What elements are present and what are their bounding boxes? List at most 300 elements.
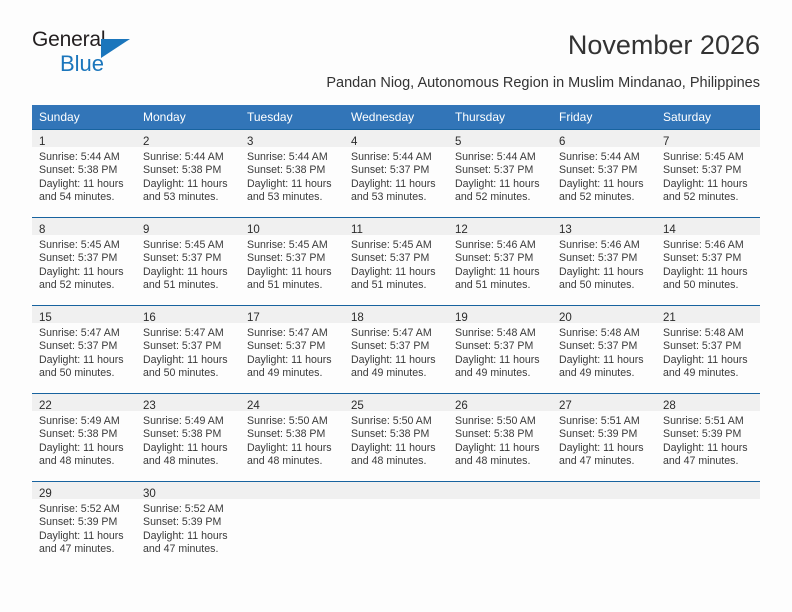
day-details	[552, 235, 656, 293]
day-number-band	[32, 306, 136, 323]
day-number: 26	[455, 400, 468, 412]
day-number: 27	[559, 400, 572, 412]
sunrise-text: Sunrise: 5:48 AM	[663, 327, 744, 339]
day-box	[344, 393, 448, 481]
day-details	[136, 235, 240, 293]
day-box	[552, 481, 656, 569]
day-details	[344, 235, 448, 293]
calendar-day-cell[interactable]	[136, 217, 240, 305]
sunset-text: Sunset: 5:37 PM	[663, 340, 742, 353]
day-number: 3	[247, 136, 254, 148]
weekday-header-monday: Monday	[136, 105, 240, 129]
day-number-band	[448, 130, 552, 147]
daylight-text-line2: and 48 minutes.	[247, 455, 323, 468]
day-number: 16	[143, 312, 156, 324]
day-details	[136, 411, 240, 469]
daylight-text-line2: and 51 minutes.	[351, 279, 427, 292]
daylight-text-line1: Daylight: 11 hours	[455, 353, 540, 366]
sunset-text: Sunset: 5:38 PM	[143, 428, 222, 441]
weekday-header-wednesday: Wednesday	[344, 105, 448, 129]
daylight-text-line1: Daylight: 11 hours	[247, 353, 332, 366]
day-number-band	[240, 306, 344, 323]
masthead	[32, 28, 760, 98]
sunset-text: Sunset: 5:38 PM	[39, 428, 118, 441]
weekday-header-thursday: Thursday	[448, 105, 552, 129]
daylight-text-line2: and 52 minutes.	[455, 191, 531, 204]
day-number-band	[136, 130, 240, 147]
day-details	[240, 411, 344, 469]
day-number: 2	[143, 136, 150, 148]
sunset-text: Sunset: 5:37 PM	[143, 340, 222, 353]
day-box	[656, 129, 760, 217]
calendar-day-cell[interactable]	[136, 129, 240, 217]
day-details	[344, 323, 448, 381]
page-title: November 2026	[567, 30, 760, 60]
day-box	[344, 129, 448, 217]
day-box	[32, 393, 136, 481]
day-number-band	[656, 218, 760, 235]
daylight-text-line1: Daylight: 11 hours	[663, 353, 748, 366]
day-number-band	[32, 218, 136, 235]
daylight-text-line2: and 49 minutes.	[455, 367, 531, 380]
sunrise-text: Sunrise: 5:48 AM	[455, 327, 536, 339]
day-number: 13	[559, 224, 572, 236]
day-number: 29	[39, 488, 52, 500]
daylight-text-line2: and 47 minutes.	[39, 543, 115, 556]
calendar-day-cell[interactable]	[32, 129, 136, 217]
daylight-text-line1: Daylight: 11 hours	[351, 353, 436, 366]
sunset-text: Sunset: 5:37 PM	[351, 340, 430, 353]
day-number: 18	[351, 312, 364, 324]
calendar-week-row	[32, 305, 760, 393]
day-number: 5	[455, 136, 462, 148]
sunrise-text: Sunrise: 5:46 AM	[559, 239, 640, 251]
day-box	[448, 393, 552, 481]
day-number: 28	[663, 400, 676, 412]
sunrise-text: Sunrise: 5:44 AM	[455, 151, 536, 163]
calendar-day-cell[interactable]	[136, 305, 240, 393]
day-number: 8	[39, 224, 46, 236]
daylight-text-line2: and 50 minutes.	[39, 367, 115, 380]
weekday-header-friday: Friday	[552, 105, 656, 129]
calendar-day-cell[interactable]	[240, 305, 344, 393]
day-box	[656, 393, 760, 481]
day-number: 24	[247, 400, 260, 412]
day-number-band	[136, 306, 240, 323]
daylight-text-line1: Daylight: 11 hours	[143, 177, 228, 190]
daylight-text-line2: and 49 minutes.	[559, 367, 635, 380]
day-number-band	[552, 394, 656, 411]
sunset-text: Sunset: 5:38 PM	[39, 164, 118, 177]
daylight-text-line2: and 49 minutes.	[247, 367, 323, 380]
daylight-text-line1: Daylight: 11 hours	[455, 265, 540, 278]
daylight-text-line2: and 51 minutes.	[247, 279, 323, 292]
weekday-header-saturday: Saturday	[656, 105, 760, 129]
daylight-text-line2: and 51 minutes.	[143, 279, 219, 292]
logo-text-general: General	[32, 28, 106, 51]
daylight-text-line1: Daylight: 11 hours	[39, 441, 124, 454]
general-blue-logo[interactable]	[32, 28, 162, 80]
sunrise-text: Sunrise: 5:49 AM	[39, 415, 120, 427]
sunrise-text: Sunrise: 5:47 AM	[247, 327, 328, 339]
daylight-text-line2: and 52 minutes.	[663, 191, 739, 204]
daylight-text-line1: Daylight: 11 hours	[351, 265, 436, 278]
day-number-band	[552, 130, 656, 147]
calendar-day-cell	[344, 481, 448, 569]
day-number: 6	[559, 136, 566, 148]
day-number: 10	[247, 224, 260, 236]
day-number-band	[32, 482, 136, 499]
daylight-text-line1: Daylight: 11 hours	[143, 265, 228, 278]
daylight-text-line1: Daylight: 11 hours	[559, 353, 644, 366]
day-number-band	[344, 218, 448, 235]
day-number-band	[448, 394, 552, 411]
day-box	[552, 217, 656, 305]
day-details	[656, 411, 760, 469]
day-number: 4	[351, 136, 358, 148]
day-number-band	[656, 130, 760, 147]
day-number: 15	[39, 312, 52, 324]
sunset-text: Sunset: 5:38 PM	[247, 164, 326, 177]
sunset-text: Sunset: 5:37 PM	[247, 252, 326, 265]
sunrise-text: Sunrise: 5:44 AM	[143, 151, 224, 163]
day-details	[240, 235, 344, 293]
day-box	[32, 481, 136, 569]
day-number-band	[448, 218, 552, 235]
sunrise-text: Sunrise: 5:50 AM	[455, 415, 536, 427]
sunrise-text: Sunrise: 5:45 AM	[39, 239, 120, 251]
day-details	[136, 147, 240, 205]
sunset-text: Sunset: 5:39 PM	[663, 428, 742, 441]
day-details	[344, 411, 448, 469]
sunrise-text: Sunrise: 5:50 AM	[351, 415, 432, 427]
day-number: 7	[663, 136, 670, 148]
sunrise-text: Sunrise: 5:45 AM	[663, 151, 744, 163]
day-number-band	[448, 306, 552, 323]
calendar-day-cell[interactable]	[552, 393, 656, 481]
calendar-day-cell[interactable]	[136, 481, 240, 569]
day-box	[656, 305, 760, 393]
daylight-text-line2: and 48 minutes.	[455, 455, 531, 468]
day-box	[656, 217, 760, 305]
day-details	[344, 147, 448, 205]
day-number-band	[344, 130, 448, 147]
day-details	[552, 323, 656, 381]
day-details	[656, 499, 760, 503]
sunset-text: Sunset: 5:37 PM	[559, 164, 638, 177]
day-number: 1	[39, 136, 46, 148]
daylight-text-line2: and 47 minutes.	[143, 543, 219, 556]
sunrise-text: Sunrise: 5:52 AM	[39, 503, 120, 515]
day-number-band	[32, 130, 136, 147]
sunset-text: Sunset: 5:39 PM	[39, 516, 118, 529]
sunrise-text: Sunrise: 5:47 AM	[351, 327, 432, 339]
sunrise-text: Sunrise: 5:44 AM	[39, 151, 120, 163]
day-box	[136, 217, 240, 305]
sunset-text: Sunset: 5:37 PM	[455, 252, 534, 265]
day-number-band	[344, 394, 448, 411]
day-number-band	[344, 306, 448, 323]
daylight-text-line2: and 48 minutes.	[351, 455, 427, 468]
daylight-text-line1: Daylight: 11 hours	[143, 441, 228, 454]
calendar-day-cell[interactable]	[656, 217, 760, 305]
daylight-text-line2: and 49 minutes.	[351, 367, 427, 380]
calendar-day-cell	[448, 481, 552, 569]
daylight-text-line1: Daylight: 11 hours	[663, 441, 748, 454]
calendar-day-cell[interactable]	[240, 393, 344, 481]
daylight-text-line1: Daylight: 11 hours	[455, 441, 540, 454]
day-details	[448, 323, 552, 381]
day-details	[32, 235, 136, 293]
day-number: 19	[455, 312, 468, 324]
day-box	[656, 481, 760, 569]
calendar-header-row	[32, 105, 760, 129]
month-calendar-table	[32, 105, 760, 569]
day-box	[240, 393, 344, 481]
day-details	[656, 147, 760, 205]
calendar-day-cell[interactable]	[656, 129, 760, 217]
calendar-day-cell	[656, 481, 760, 569]
daylight-text-line2: and 48 minutes.	[39, 455, 115, 468]
calendar-day-cell	[552, 481, 656, 569]
day-box	[32, 305, 136, 393]
day-number-band	[240, 130, 344, 147]
day-box	[344, 305, 448, 393]
sunset-text: Sunset: 5:37 PM	[663, 252, 742, 265]
day-number-band	[240, 482, 344, 499]
day-number-band	[344, 482, 448, 499]
sunrise-text: Sunrise: 5:49 AM	[143, 415, 224, 427]
day-box	[240, 217, 344, 305]
day-details	[240, 147, 344, 205]
daylight-text-line2: and 53 minutes.	[143, 191, 219, 204]
day-number-band	[136, 394, 240, 411]
sunset-text: Sunset: 5:37 PM	[39, 252, 118, 265]
day-box	[240, 305, 344, 393]
daylight-text-line1: Daylight: 11 hours	[455, 177, 540, 190]
day-number-band	[240, 394, 344, 411]
sunset-text: Sunset: 5:38 PM	[143, 164, 222, 177]
day-details	[344, 499, 448, 503]
day-details	[552, 147, 656, 205]
daylight-text-line2: and 50 minutes.	[663, 279, 739, 292]
day-details	[32, 147, 136, 205]
daylight-text-line2: and 52 minutes.	[559, 191, 635, 204]
day-number-band	[448, 482, 552, 499]
day-number-band	[656, 306, 760, 323]
day-number: 14	[663, 224, 676, 236]
sunrise-text: Sunrise: 5:52 AM	[143, 503, 224, 515]
day-details	[32, 499, 136, 557]
day-details	[448, 499, 552, 503]
day-details	[656, 323, 760, 381]
day-box	[448, 217, 552, 305]
day-details	[552, 499, 656, 503]
day-box	[32, 217, 136, 305]
sunset-text: Sunset: 5:37 PM	[663, 164, 742, 177]
calendar-day-cell[interactable]	[656, 305, 760, 393]
day-box	[136, 129, 240, 217]
daylight-text-line1: Daylight: 11 hours	[663, 265, 748, 278]
daylight-text-line2: and 47 minutes.	[559, 455, 635, 468]
calendar-day-cell	[240, 481, 344, 569]
sunset-text: Sunset: 5:38 PM	[455, 428, 534, 441]
day-details	[32, 411, 136, 469]
sunrise-text: Sunrise: 5:46 AM	[663, 239, 744, 251]
day-number: 20	[559, 312, 572, 324]
day-box	[344, 481, 448, 569]
sunrise-text: Sunrise: 5:51 AM	[663, 415, 744, 427]
calendar-day-cell[interactable]	[448, 129, 552, 217]
daylight-text-line1: Daylight: 11 hours	[247, 177, 332, 190]
day-number-band	[32, 394, 136, 411]
day-number: 22	[39, 400, 52, 412]
daylight-text-line2: and 47 minutes.	[663, 455, 739, 468]
sunset-text: Sunset: 5:38 PM	[351, 428, 430, 441]
day-number: 17	[247, 312, 260, 324]
sunset-text: Sunset: 5:37 PM	[455, 164, 534, 177]
daylight-text-line2: and 50 minutes.	[143, 367, 219, 380]
day-details	[448, 147, 552, 205]
day-details	[32, 323, 136, 381]
day-number: 9	[143, 224, 150, 236]
day-box	[240, 481, 344, 569]
daylight-text-line1: Daylight: 11 hours	[351, 441, 436, 454]
sunset-text: Sunset: 5:37 PM	[559, 340, 638, 353]
page-subtitle: Pandan Niog, Autonomous Region in Muslim Mindanao, Philippines	[326, 75, 760, 91]
day-number: 30	[143, 488, 156, 500]
calendar-day-cell[interactable]	[448, 305, 552, 393]
daylight-text-line2: and 51 minutes.	[455, 279, 531, 292]
calendar-day-cell[interactable]	[552, 305, 656, 393]
day-details	[448, 235, 552, 293]
calendar-day-cell[interactable]	[136, 393, 240, 481]
sunset-text: Sunset: 5:37 PM	[455, 340, 534, 353]
weekday-header-tuesday: Tuesday	[240, 105, 344, 129]
calendar-day-cell[interactable]	[32, 217, 136, 305]
day-details	[240, 323, 344, 381]
daylight-text-line2: and 53 minutes.	[247, 191, 323, 204]
daylight-text-line2: and 50 minutes.	[559, 279, 635, 292]
sunset-text: Sunset: 5:38 PM	[247, 428, 326, 441]
sunrise-text: Sunrise: 5:46 AM	[455, 239, 536, 251]
daylight-text-line2: and 48 minutes.	[143, 455, 219, 468]
sunrise-text: Sunrise: 5:45 AM	[143, 239, 224, 251]
sunset-text: Sunset: 5:37 PM	[247, 340, 326, 353]
sunrise-text: Sunrise: 5:51 AM	[559, 415, 640, 427]
calendar-day-cell[interactable]	[344, 129, 448, 217]
daylight-text-line1: Daylight: 11 hours	[39, 177, 124, 190]
sunrise-text: Sunrise: 5:45 AM	[351, 239, 432, 251]
day-number: 11	[351, 224, 363, 236]
calendar-day-cell[interactable]	[448, 393, 552, 481]
daylight-text-line2: and 54 minutes.	[39, 191, 115, 204]
sunset-text: Sunset: 5:39 PM	[559, 428, 638, 441]
day-details	[136, 499, 240, 557]
sunrise-text: Sunrise: 5:47 AM	[39, 327, 120, 339]
day-box	[448, 129, 552, 217]
day-box	[552, 305, 656, 393]
sunset-text: Sunset: 5:39 PM	[143, 516, 222, 529]
day-box	[448, 305, 552, 393]
daylight-text-line1: Daylight: 11 hours	[143, 353, 228, 366]
calendar-day-cell[interactable]	[32, 481, 136, 569]
daylight-text-line1: Daylight: 11 hours	[351, 177, 436, 190]
sunrise-text: Sunrise: 5:45 AM	[247, 239, 328, 251]
daylight-text-line1: Daylight: 11 hours	[559, 441, 644, 454]
day-details	[656, 235, 760, 293]
daylight-text-line1: Daylight: 11 hours	[663, 177, 748, 190]
sunrise-text: Sunrise: 5:44 AM	[247, 151, 328, 163]
day-number-band	[552, 306, 656, 323]
sunset-text: Sunset: 5:37 PM	[39, 340, 118, 353]
logo-triangle-icon	[101, 39, 130, 58]
day-box	[552, 129, 656, 217]
day-details	[240, 499, 344, 503]
day-number-band	[136, 482, 240, 499]
calendar-day-cell[interactable]	[32, 393, 136, 481]
day-number-band	[656, 394, 760, 411]
sunrise-text: Sunrise: 5:47 AM	[143, 327, 224, 339]
day-number-band	[656, 482, 760, 499]
day-box	[136, 305, 240, 393]
calendar-day-cell[interactable]	[240, 217, 344, 305]
daylight-text-line1: Daylight: 11 hours	[247, 441, 332, 454]
daylight-text-line1: Daylight: 11 hours	[247, 265, 332, 278]
day-details	[448, 411, 552, 469]
daylight-text-line1: Daylight: 11 hours	[559, 177, 644, 190]
day-details	[136, 323, 240, 381]
calendar-day-cell[interactable]	[552, 217, 656, 305]
calendar-day-cell[interactable]	[240, 129, 344, 217]
daylight-text-line2: and 49 minutes.	[663, 367, 739, 380]
daylight-text-line1: Daylight: 11 hours	[143, 529, 228, 542]
day-number: 25	[351, 400, 364, 412]
calendar-day-cell[interactable]	[344, 217, 448, 305]
calendar-week-row	[32, 129, 760, 217]
weekday-header-sunday: Sunday	[32, 105, 136, 129]
calendar-day-cell[interactable]	[448, 217, 552, 305]
calendar-day-cell[interactable]	[552, 129, 656, 217]
daylight-text-line1: Daylight: 11 hours	[39, 529, 124, 542]
day-number: 23	[143, 400, 156, 412]
day-box	[32, 129, 136, 217]
sunrise-text: Sunrise: 5:48 AM	[559, 327, 640, 339]
calendar-day-cell[interactable]	[344, 305, 448, 393]
sunrise-text: Sunrise: 5:44 AM	[351, 151, 432, 163]
logo-text-blue: Blue	[60, 51, 105, 76]
day-box	[552, 393, 656, 481]
daylight-text-line2: and 53 minutes.	[351, 191, 427, 204]
day-number-band	[552, 218, 656, 235]
sunset-text: Sunset: 5:37 PM	[559, 252, 638, 265]
calendar-day-cell[interactable]	[32, 305, 136, 393]
sunset-text: Sunset: 5:37 PM	[351, 252, 430, 265]
day-box	[136, 481, 240, 569]
sunrise-text: Sunrise: 5:44 AM	[559, 151, 640, 163]
daylight-text-line1: Daylight: 11 hours	[39, 265, 124, 278]
calendar-week-row	[32, 481, 760, 569]
daylight-text-line1: Daylight: 11 hours	[39, 353, 124, 366]
calendar-day-cell[interactable]	[656, 393, 760, 481]
day-number-band	[240, 218, 344, 235]
day-details	[552, 411, 656, 469]
calendar-day-cell[interactable]	[344, 393, 448, 481]
day-box	[240, 129, 344, 217]
sunset-text: Sunset: 5:37 PM	[143, 252, 222, 265]
day-box	[136, 393, 240, 481]
calendar-body	[32, 129, 760, 569]
